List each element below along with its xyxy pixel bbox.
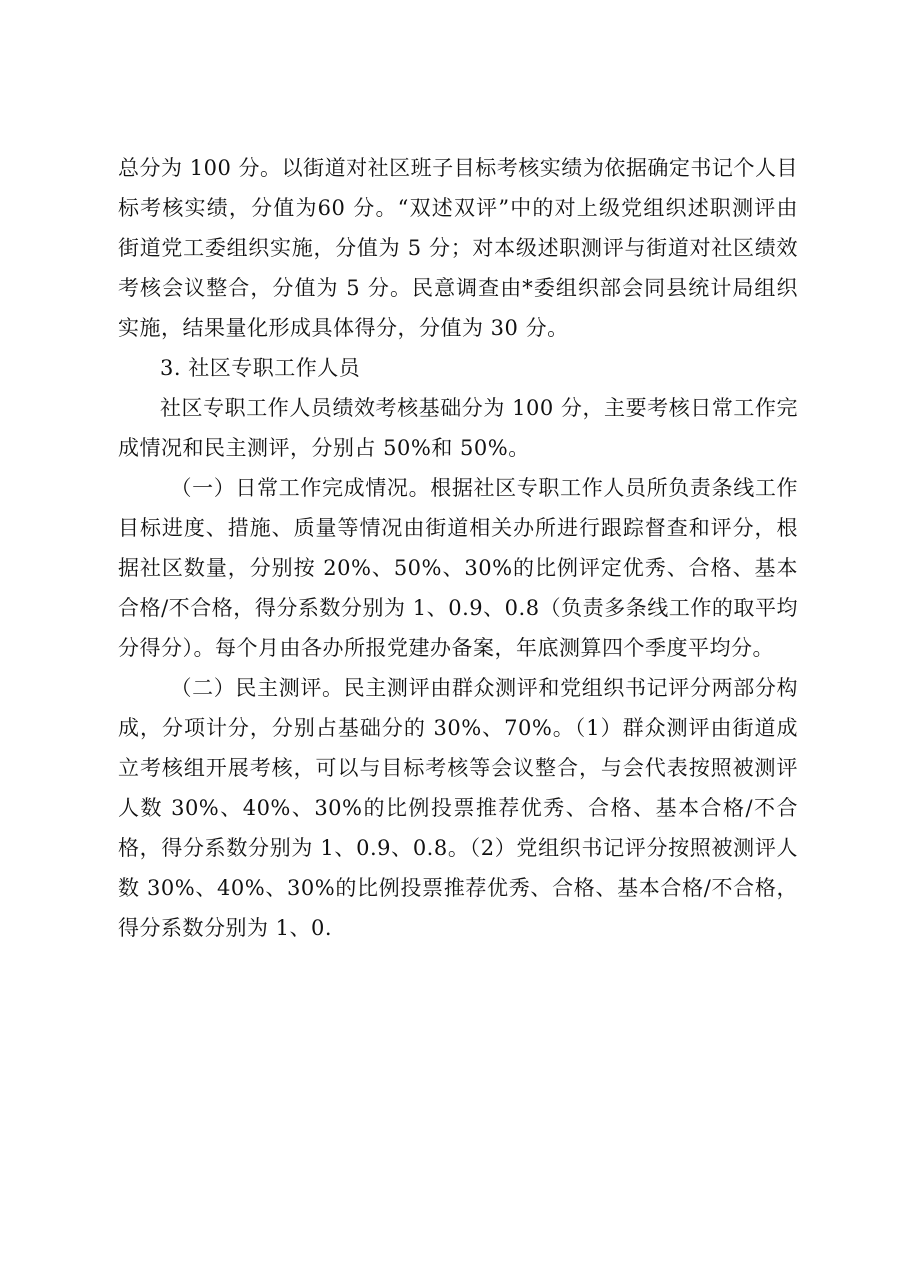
document-body [118, 148, 798, 948]
paragraph-total-score: 总分为 100 分。以街道对社区班子目标考核实绩为依据确定书记个人目标考核实绩，分值为60 分。“双述双评”中的对上级党组织述职测评由街道党工委组织实施，分值为 5 分；对本级述职测评与街道对社区绩效考核会议整合，分值为 5 分。民意调查由*委组织部会同县统计局组织实施，结果量化形成具体得分，分值为 30 分。 [118, 156, 798, 340]
paragraph-staff-base-score: 社区专职工作人员绩效考核基础分为 100 分，主要考核日常工作完成情况和民主测评，分别占 50%和 50%。 [118, 396, 798, 460]
paragraph-daily-work: （一）日常工作完成情况。根据社区专职工作人员所负责条线工作目标进度、措施、质量等情况由街道相关办所进行跟踪督查和评分，根据社区数量，分别按 20%、50%、30%的比例评定优秀、合格、基本合格/不合格，得分系数分别为 1、0.9、0.8（负责多条线工作的取平均分得分）。每个月由各办所报党建办备案，年底测算四个季度平均分。 [118, 476, 798, 660]
section-heading-community-staff: 3. 社区专职工作人员 [160, 356, 361, 380]
paragraph-democratic-evaluation: （二）民主测评。民主测评由群众测评和党组织书记评分两部分构成，分项计分，分别占基础分的 30%、70%。（1）群众测评由街道成立考核组开展考核，可以与目标考核等会议整合，与会代表按照被测评人数 30%、40%、30%的比例投票推荐优秀、合格、基本合格/不合格，得分系数分别为 1、0.9、0.8。（2）党组织书记评分按照被测评人数 30%、40%、30%的比例投票推荐优秀、合格、基本合格/不合格，得分系数分别为 1、0. [118, 676, 798, 940]
